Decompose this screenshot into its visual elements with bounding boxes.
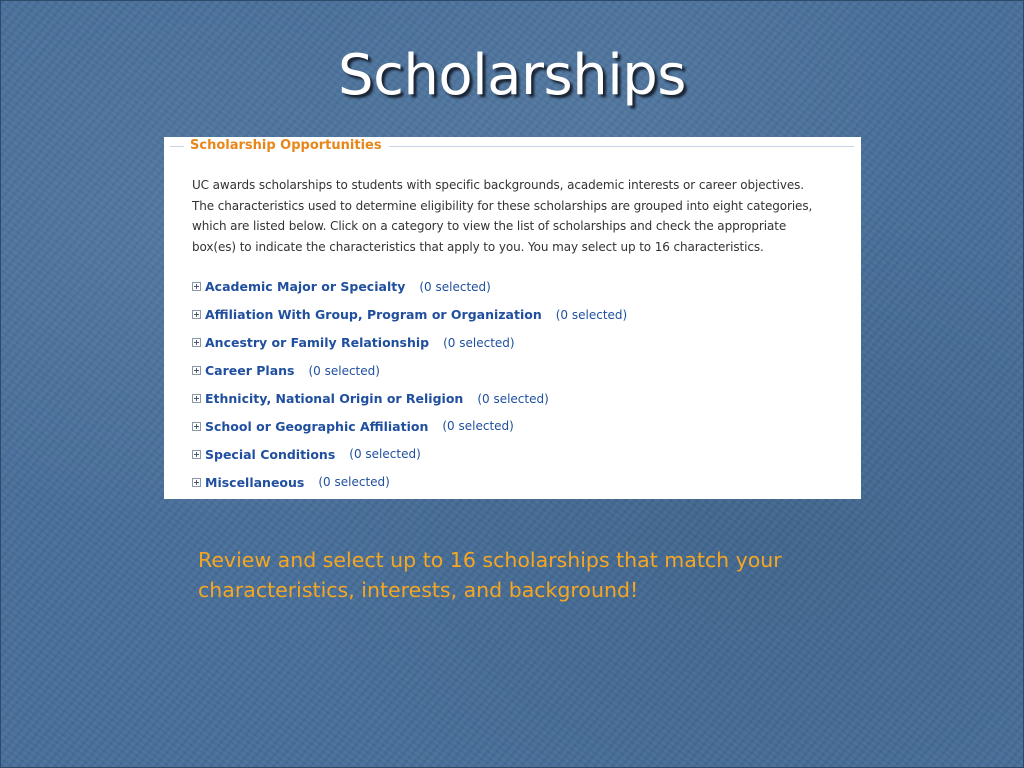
category-school-geographic[interactable] xyxy=(192,412,852,440)
selected-count: (0 selected) xyxy=(442,419,514,434)
header-rule-right xyxy=(389,146,854,147)
selected-count: (0 selected) xyxy=(349,447,421,462)
category-affiliation[interactable] xyxy=(192,301,852,329)
category-link[interactable]: Ancestry or Family Relationship xyxy=(205,335,430,351)
section-header xyxy=(164,137,854,157)
intro-line: The characteristics used to determine eligibility for these scholarships are grouped into eight categories, xyxy=(192,198,813,213)
category-special-conditions[interactable] xyxy=(192,440,852,468)
selected-count: (0 selected) xyxy=(555,307,628,322)
plus-box-icon[interactable] xyxy=(192,338,201,347)
category-link[interactable]: Special Conditions xyxy=(205,446,336,462)
plus-box-icon[interactable] xyxy=(192,394,201,403)
slide-caption: Review and select up to 16 scholarships that match your characteristics, interests, and background! xyxy=(198,548,782,602)
selected-count: (0 selected) xyxy=(308,363,380,378)
slide-title: Scholarships xyxy=(338,43,686,108)
category-career-plans[interactable] xyxy=(192,357,852,385)
category-link[interactable]: School or Geographic Affiliation xyxy=(205,418,429,434)
category-link[interactable]: Career Plans xyxy=(205,363,295,379)
intro-line: which are listed below. Click on a category to view the list of scholarships and check the appropriate xyxy=(192,219,787,233)
plus-box-icon[interactable] xyxy=(192,422,201,431)
intro-line: UC awards scholarships to students with specific backgrounds, academic interests or career objectives. xyxy=(192,178,805,192)
category-link[interactable]: Ethnicity, National Origin or Religion xyxy=(205,391,464,406)
header-rule-left xyxy=(170,146,184,147)
category-academic-major[interactable] xyxy=(192,273,852,301)
plus-box-icon[interactable] xyxy=(192,366,201,375)
category-link[interactable]: Affiliation With Group, Program or Organization xyxy=(205,307,542,323)
selected-count: (0 selected) xyxy=(443,335,515,350)
selected-count: (0 selected) xyxy=(477,391,549,406)
scholarship-panel xyxy=(164,137,861,499)
category-miscellaneous[interactable] xyxy=(192,468,852,496)
category-ancestry[interactable] xyxy=(192,329,852,357)
plus-box-icon[interactable] xyxy=(192,282,201,291)
selected-count: (0 selected) xyxy=(419,279,491,294)
intro-paragraph xyxy=(192,175,852,257)
plus-box-icon[interactable] xyxy=(192,310,201,319)
selected-count: (0 selected) xyxy=(318,475,390,490)
intro-line: box(es) to indicate the characteristics that apply to you. You may select up to 16 characteristics. xyxy=(192,239,764,254)
category-list xyxy=(192,273,852,496)
plus-box-icon[interactable] xyxy=(192,478,201,487)
category-link[interactable]: Academic Major or Specialty xyxy=(205,279,406,295)
section-title: Scholarship Opportunities xyxy=(190,138,382,153)
category-link[interactable]: Miscellaneous xyxy=(205,474,305,490)
plus-box-icon[interactable] xyxy=(192,450,201,459)
category-ethnicity[interactable] xyxy=(192,385,852,413)
